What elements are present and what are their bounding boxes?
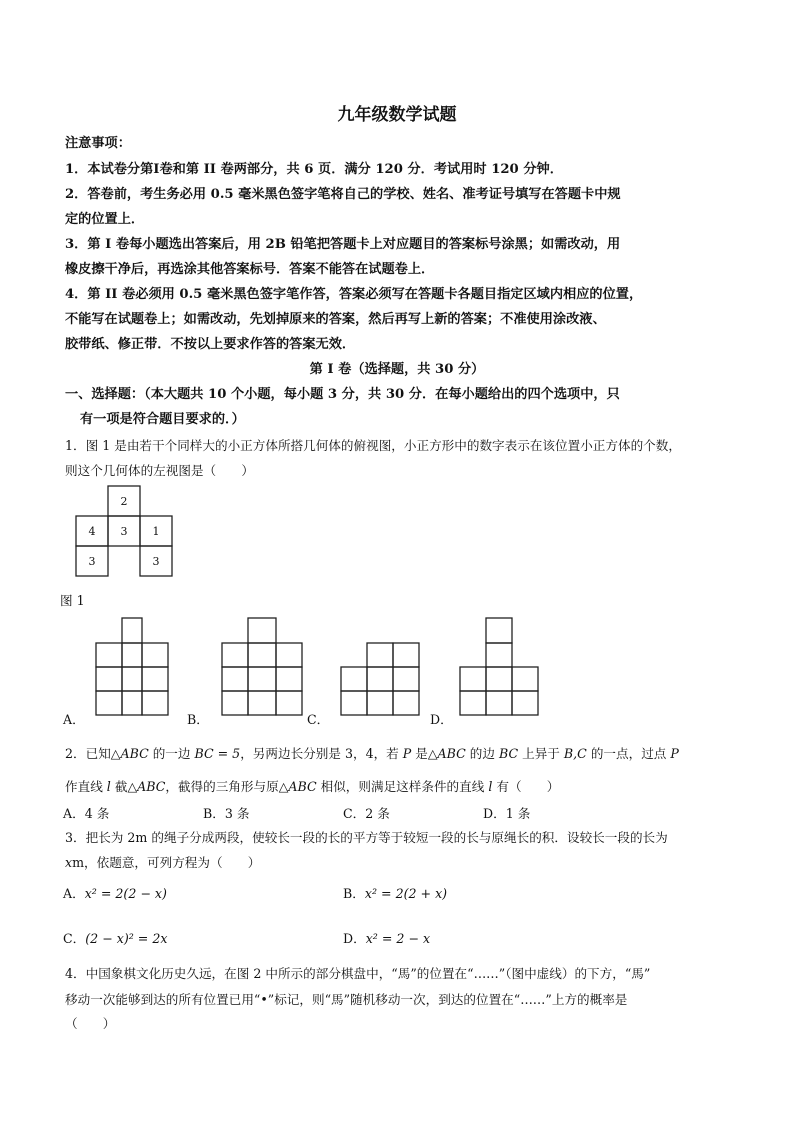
q2-option-a: A．4 条 [63,806,110,821]
q1-option-b: B． [187,712,209,727]
option-d-figure [460,618,538,715]
q2-option-d: D．1 条 [483,806,531,821]
notice-line: 橡皮擦干净后，再选涂其他答案标号．答案不能答在试题卷上． [65,262,435,277]
grid-number: 3 [88,555,96,568]
notice-line: 3．第 I 卷每小题选出答案后，用 2B 铅笔把答题卡上对应题目的答案标号涂黑；如需改动，用 [65,237,621,252]
q1-text: 1．图 1 是由若干个同样大的小正方体所搭几何体的俯视图，小正方形中的数字表示在该位置小正方体的个数， [65,438,681,453]
q1-text: 则这个几何体的左视图是（ ） [65,463,254,478]
exam-title: 九年级数学试题 [337,105,457,125]
q3-option-c: C．(2 − x)² = 2x [63,931,168,946]
grid-number: 4 [88,525,96,538]
option-c-figure [341,643,419,715]
q1-top-view-grid [70,484,180,582]
q3-option-d: D．x² = 2 − x [343,931,431,946]
notice-line: 胶带纸、修正带．不按以上要求作答的答案无效． [65,337,356,352]
q1-option-a: A． [63,712,85,727]
notice-line: 不能写在试题卷上；如需改动，先划掉原来的答案，然后再写上新的答案；不准使用涂改液、 [65,312,606,327]
q2-line2: 作直线 l 截△ABC，截得的三角形与原△ABC 相似，则满足这样条件的直线 l 有（ ） [65,779,560,794]
q4-text: （ ） [65,1016,116,1031]
section1-instructions: 一、选择题：（本大题共 10 个小题，每小题 3 分，共 30 分．在每小题给出的四个选项中，只 [65,387,620,402]
q2-line1: 2．已知△ABC 的一边 BC = 5，另两边长分别是 3，4，若 P 是△ABC 的边 BC 上异于 B,C 的一点，过点 P [65,746,679,761]
notice-line: 4．第 II 卷必须用 0.5 毫米黑色签字笔作答，答案必须写在答题卡各题目指定区域内相应的位置， [65,287,643,302]
part1-title: 第 I 卷（选择题，共 30 分） [309,362,485,377]
grid-number: 3 [152,555,160,568]
notice-line: 1．本试卷分第Ⅰ卷和第 II 卷两部分，共 6 页．满分 120 分．考试用时 120 分钟． [65,162,563,177]
grid-number: 1 [152,525,160,538]
section1-instructions-cont: 有一项是符合题目要求的．） [80,412,245,427]
q2-option-b: B．3 条 [203,806,250,821]
notice-line: 定的位置上． [65,212,145,227]
q2-option-c: C．2 条 [343,806,390,821]
option-b-figure [222,618,302,715]
q4-text: 4．中国象棋文化历史久远，在图 2 中所示的部分棋盘中，“馬”的位置在“……”（图中虚线）的下方，“馬” [65,966,651,981]
q3-option-b: B．x² = 2(2 + x) [343,886,448,901]
option-a-figure [96,618,168,715]
q3-line1: 3．把长为 2m 的绳子分成两段，使较长一段的长的平方等于较短一段的长与原绳长的积．设较长一段的长为 [65,830,668,845]
q1-option-d: D． [430,712,453,727]
fig1-label: 图 1 [60,593,85,608]
q4-text: 移动一次能够到达的所有位置已用“•”标记，则“馬”随机移动一次，到达的位置在“……”上方的概率是 [65,992,628,1007]
notice-line: 2．答卷前，考生务必用 0.5 毫米黑色签字笔将自己的学校、姓名、准考证号填写在答题卡中规 [65,187,621,202]
q3-option-a: A．x² = 2(2 − x) [63,886,167,901]
grid-number: 3 [120,525,128,538]
q3-line2: xm，依题意，可列方程为（ ） [65,855,261,870]
q1-option-c: C． [307,712,330,727]
grid-number: 2 [120,495,128,508]
q1-options-figures [60,615,740,725]
notice-heading: 注意事项： [65,136,131,151]
